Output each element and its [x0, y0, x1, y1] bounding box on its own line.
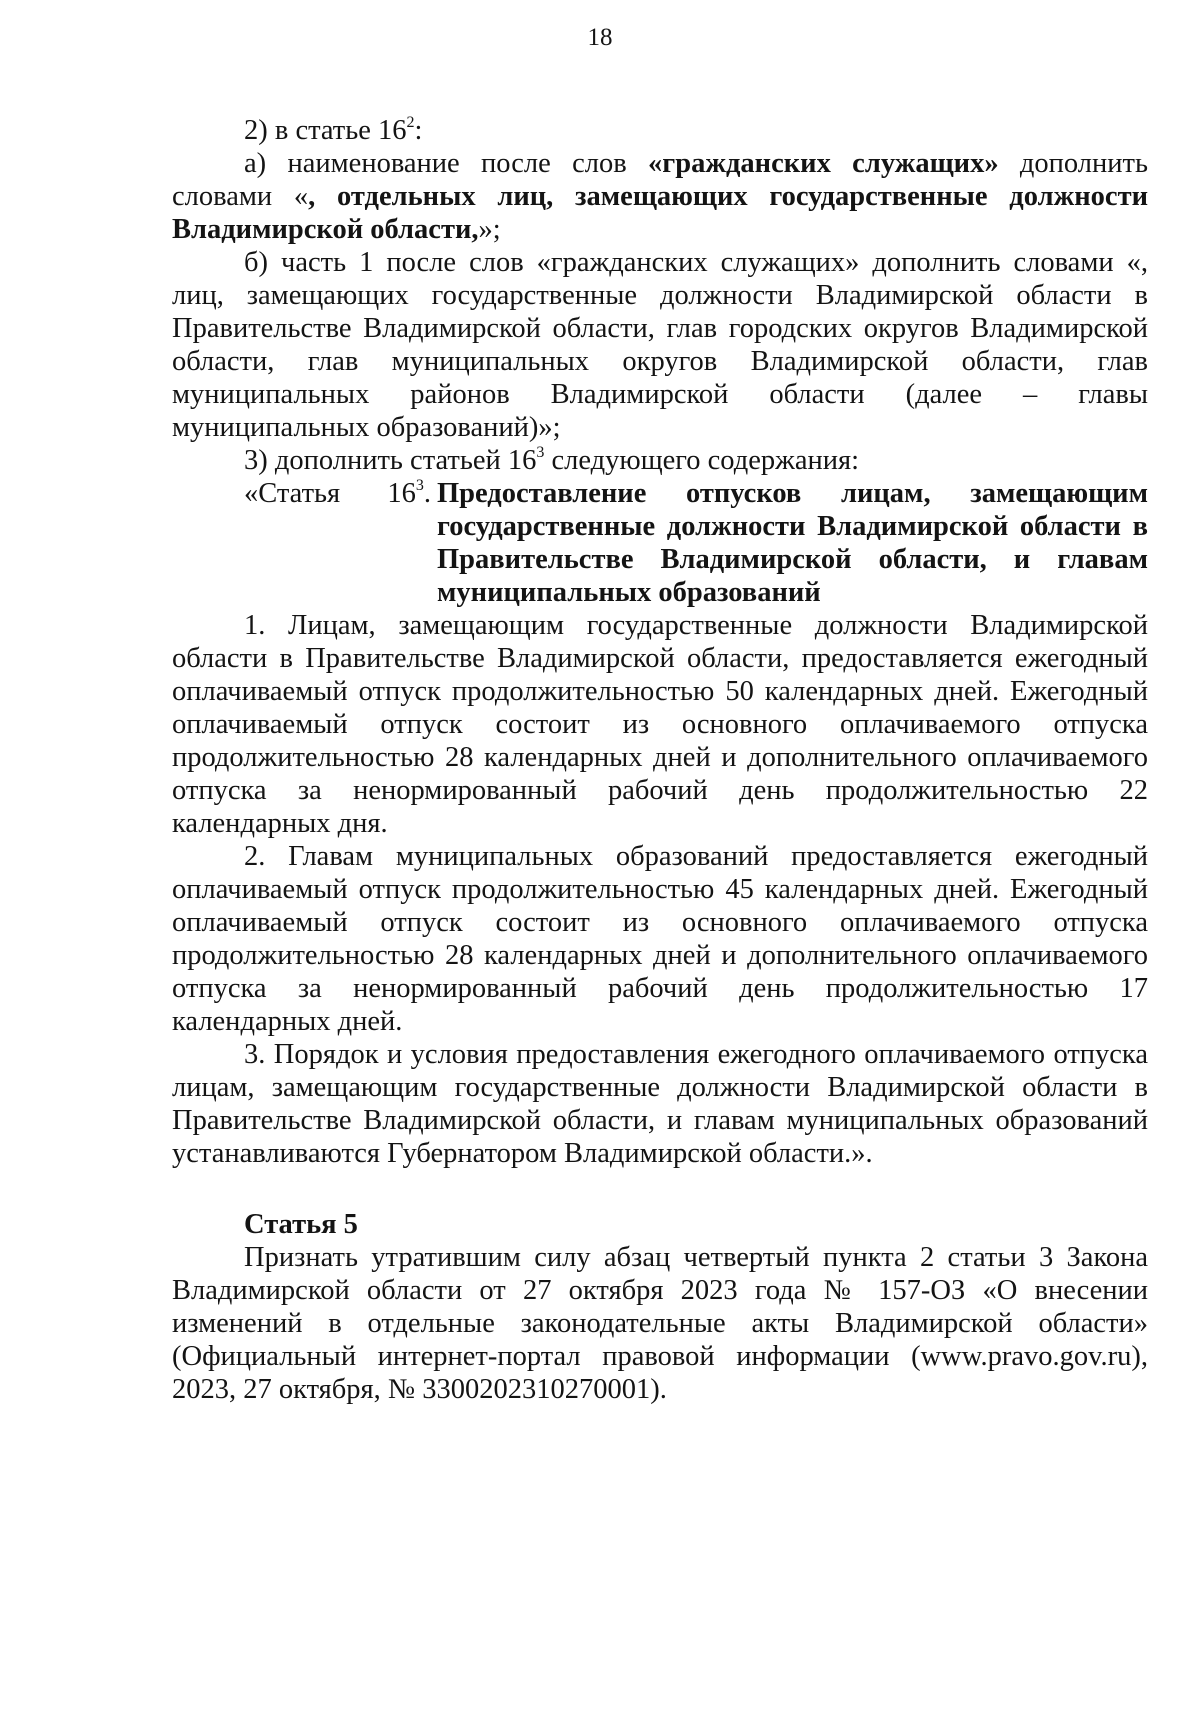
article-heading: Предоставление отпусков лицам, замещающим государственные должности Владимирской области в Правительстве Владимирской области, и главам муниципальных образований [437, 478, 1148, 608]
article-16-3-part-2: 2. Главам муниципальных образований предоставляется ежегодный оплачиваемый отпуск продолжительностью 45 календарных дней. Ежегодный оплачиваемый отпуск состоит из основного оплачиваемого отпуска продолжительностью 28 календарных дней и дополнительного оплачиваемого отпуска за ненормированный рабочий день продолжительностью 17 календарных дней. [172, 841, 1148, 1037]
item-2a-b2: , отдельных лиц, замещающих государственные должности Владимирской области, [172, 181, 1148, 245]
article-number [387, 477, 431, 609]
article-number-dot: . [423, 478, 431, 509]
article-number-base: 16 [387, 478, 416, 509]
article-16-3-part-3: 3. Порядок и условия предоставления ежегодного оплачиваемого отпуска лицам, замещающим государственные должности Владимирской области в Правительстве Владимирской области, и главам муниципальных образований устанавливаются Губернатором Владимирской области.». [172, 1039, 1148, 1169]
article-16-3-label [244, 477, 437, 609]
article-16-3-part-1: 1. Лицам, замещающим государственные должности Владимирской области в Правительстве Владимирской области, предоставляется ежегодный оплачиваемый отпуск продолжительностью 50 календарных дней. Ежегодный оплачиваемый отпуск состоит из основного оплачиваемого отпуска продолжительностью 28 календарных дней и дополнительного оплачиваемого отпуска за ненормированный рабочий день продолжительностью 22 календарных дня. [172, 610, 1148, 839]
article-number-sup: 3 [415, 477, 424, 494]
item-2a [172, 147, 1148, 246]
item-3 [172, 444, 1148, 477]
item-2b: б) часть 1 после слов «гражданских служащих» дополнить словами «, лиц, замещающих государственные должности Владимирской области в Правительстве Владимирской области, глав городских округов Владимирской области, глав муниципальных округов Владимирской области, глав муниципальных районов Владимирской области (далее – главы муниципальных образований)»; [172, 247, 1148, 443]
article-5-text: Признать утратившим силу абзац четвертый пункта 2 статьи 3 Закона Владимирской области от 27 октября 2023 года № 157-ОЗ «О внесении изменений в отдельные законодательные акты Владимирской области» (Официальный интернет-портал правовой информации (www.pravo.gov.ru), 2023, 27 октября, № 3300202310270001). [172, 1242, 1148, 1405]
item-2 [172, 114, 1148, 147]
item-3-tail: следующего содержания: [544, 445, 860, 476]
article-16-3-title [244, 477, 1148, 609]
item-3-text: 3) дополнить статьей 16 [244, 445, 537, 476]
item-2a-t1: а) наименование после слов [244, 148, 649, 179]
item-2a-b1: «гражданских служащих» [648, 148, 999, 179]
article-word: «Статья [244, 478, 341, 509]
item-2-text: 2) в статье 16 [244, 115, 407, 146]
item-3-sup: 3 [536, 444, 545, 461]
item-2-tail: : [414, 115, 423, 146]
item-2a-t2: дополнить словами « [172, 148, 1148, 212]
item-2a-t3: »; [478, 214, 501, 245]
document-body [172, 114, 1148, 1406]
article-5-heading: Статья 5 [244, 1209, 358, 1240]
item-2-sup: 2 [406, 114, 415, 131]
page-number: 18 [587, 24, 613, 51]
spacer [172, 1170, 1148, 1208]
